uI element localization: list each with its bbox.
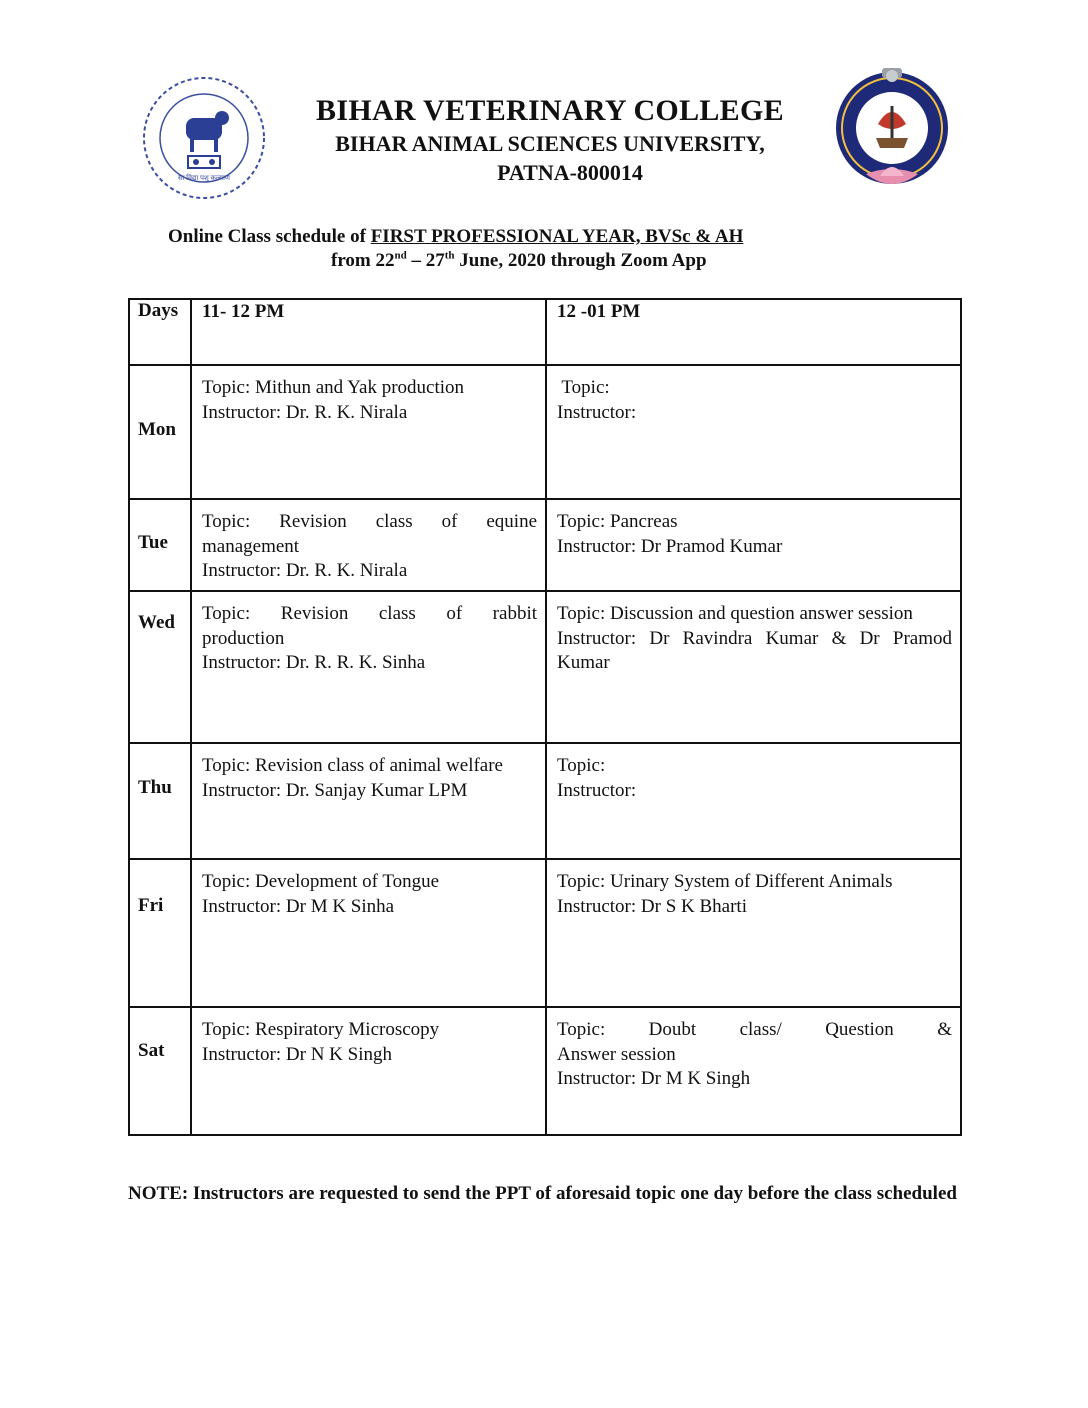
instructor: Instructor: [557, 779, 637, 801]
topic: Topic: Mithun and Yak production [202, 377, 465, 398]
topic: Topic: Development of Tongue [202, 871, 440, 892]
topic: Topic: Revision class of rabbit [202, 603, 537, 624]
table-row [129, 365, 961, 499]
topic: Topic: Respiratory Microscopy [202, 1019, 440, 1040]
instructor: Instructor: Dr. Sanjay Kumar LPM [202, 779, 468, 801]
topic: Topic: Discussion and question answer session [557, 603, 913, 624]
city-pin: PATNA-800014 [497, 160, 643, 185]
slot2-cell [546, 743, 961, 859]
slot2-cell [546, 499, 961, 591]
university-name: BIHAR ANIMAL SCIENCES UNIVERSITY, [335, 131, 765, 156]
instructor: Instructor: Dr. R. R. K. Sinha [202, 652, 426, 673]
instructor: Instructor: Dr M K Singh [557, 1068, 751, 1089]
schedule-table [128, 298, 962, 1136]
instructor: Instructor: Dr N K Singh [202, 1043, 392, 1065]
schedule-heading-line1 [168, 226, 743, 248]
university-emblem-logo [138, 72, 270, 204]
topic: Topic: [557, 755, 606, 776]
title-block [300, 94, 800, 188]
instructor: Instructor: Dr Ravindra Kumar & Dr Pramod [557, 627, 952, 649]
table-row [129, 743, 961, 859]
topic-continued: Answer session [557, 1043, 676, 1065]
date-from: from 22 [331, 250, 395, 271]
instructor: Instructor: Dr. R. K. Nirala [202, 401, 408, 423]
day-cell: Tue [129, 499, 191, 591]
topic-continued: production [202, 627, 285, 649]
table-header-row [129, 299, 961, 365]
day-cell: Sat [129, 1007, 191, 1135]
college-seal-logo [826, 66, 958, 198]
table-row [129, 591, 961, 743]
footer-note: NOTE: Instructors are requested to send the PPT of aforesaid topic one day before the class scheduled [128, 1183, 957, 1204]
instructor: Instructor: Dr. R. K. Nirala [202, 560, 408, 581]
slot1-cell [191, 591, 546, 743]
slot1-cell [191, 859, 546, 1007]
slot2-cell [546, 859, 961, 1007]
instructor: Instructor: [557, 401, 637, 423]
topic: Topic: Revision class of equine [202, 511, 537, 532]
schedule-heading-line2 [331, 250, 707, 272]
program-name: FIRST PROFESSIONAL YEAR, BVSc & AH [370, 226, 744, 247]
topic: Topic: Pancreas [557, 511, 678, 532]
slot1-cell [191, 499, 546, 591]
slot2-cell [546, 1007, 961, 1135]
instructor-continued: Kumar [557, 652, 610, 673]
date-rest: June, 2020 through Zoom App [454, 250, 707, 271]
slot1-cell [191, 743, 546, 859]
topic: Topic: Revision class of animal welfare [202, 755, 503, 776]
day-cell: Thu [129, 743, 191, 859]
instructor: Instructor: Dr M K Sinha [202, 895, 395, 917]
slot1-cell [191, 365, 546, 499]
day-cell: Fri [129, 859, 191, 1007]
date-suffix-1: nd [394, 249, 407, 262]
header-slot2: 12 -01 PM [546, 299, 961, 365]
date-to: – 27 [406, 250, 445, 271]
letterhead [0, 0, 1088, 210]
topic-continued: management [202, 535, 300, 557]
table-row [129, 859, 961, 1007]
table-row [129, 1007, 961, 1135]
day-cell: Mon [129, 365, 191, 499]
header-days: Days [129, 299, 191, 365]
instructor: Instructor: Dr S K Bharti [557, 895, 747, 917]
date-suffix-2: th [444, 249, 455, 262]
slot2-cell [546, 365, 961, 499]
day-cell: Wed [129, 591, 191, 743]
table-row [129, 499, 961, 591]
topic: Topic: Doubt class/ Question & [557, 1019, 952, 1040]
header-slot1: 11- 12 PM [191, 299, 546, 365]
heading-prefix: Online Class schedule of [168, 226, 371, 247]
slot1-cell [191, 1007, 546, 1135]
college-name: BIHAR VETERINARY COLLEGE [316, 94, 784, 127]
topic: Topic: Urinary System of Different Animals [557, 871, 893, 892]
svg-text:सा विद्या पशु कल्याण: सा विद्या पशु कल्याण [178, 174, 230, 182]
instructor: Instructor: Dr Pramod Kumar [557, 535, 783, 557]
topic: Topic: [557, 377, 610, 398]
slot2-cell [546, 591, 961, 743]
